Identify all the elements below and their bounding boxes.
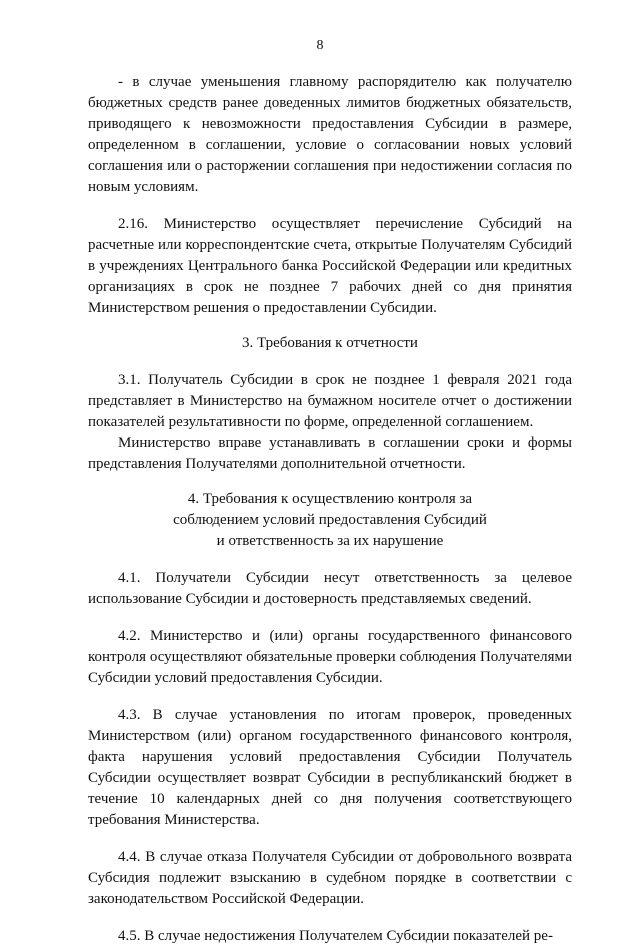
paragraph-3-1b: Министерство вправе устанавливать в соглашении сроки и формы представления Получателями дополнительной отчетности. bbox=[88, 435, 572, 472]
section-4-title-line-2: соблюдением условий предоставления Субсидий bbox=[173, 512, 487, 528]
section-3-title: 3. Требования к отчетности bbox=[242, 335, 418, 351]
paragraph-2-16: 2.16. Министерство осуществляет перечисление Субсидий на расчетные или корреспондентские счета, открытые Получателям Субсидий в учреждениях Центрального банка Российской Федерации или кредитных организациях в срок не позднее 7 рабочих дней со дня принятия Министерством решения о предоставлении Субсидии. bbox=[88, 216, 572, 316]
section-4-heading bbox=[88, 489, 572, 552]
paragraph-4-1: 4.1. Получатели Субсидии несут ответственность за целевое использование Субсидии и достоверность представляемых сведений. bbox=[88, 570, 572, 607]
document-body bbox=[88, 72, 572, 947]
paragraph-intro: - в случае уменьшения главному распорядителю как получателю бюджетных средств ранее доведенных лимитов бюджетных обязательств, приводящего к невозможности предоставления Субсидии в размере, определенном в соглашении, условие о согласовании новых условий соглашения или о расторжении соглашения при недостижении согласия по новым условиям. bbox=[88, 74, 572, 195]
section-4-title-line-3: и ответственность за их нарушение bbox=[216, 533, 444, 549]
paragraph-4-2: 4.2. Министерство и (или) органы государственного финансового контроля осуществляют обязательные проверки соблюдения Получателями Субсидии условий предоставления Субсидии. bbox=[88, 628, 572, 686]
paragraph-4-5: 4.5. В случае недостижения Получателем Субсидии показателей ре- bbox=[118, 928, 553, 944]
page-number: 8 bbox=[316, 38, 324, 53]
paragraph-3-1: 3.1. Получатель Субсидии в срок не позднее 1 февраля 2021 года представляет в Министерство на бумажном носителе отчет о достижении показателей результативности по форме, определенной соглашением. bbox=[88, 372, 572, 430]
section-3-heading bbox=[88, 333, 572, 354]
paragraph-4-3: 4.3. В случае установления по итогам проверок, проведенных Министерством (или) органом государственного финансового контроля, факта нарушения условий предоставления Субсидии Получатель Субсидии осуществляет возврат Субсидии в республиканский бюджет в течение 10 календарных дней со дня получения соответствующего требования Министерства. bbox=[88, 707, 572, 828]
paragraph-4-4: 4.4. В случае отказа Получателя Субсидии от добровольного возврата Субсидия подлежит взысканию в судебном порядке в соответствии с законодательством Российской Федерации. bbox=[88, 849, 572, 907]
section-4-title-line-1: 4. Требования к осуществлению контроля за bbox=[187, 491, 473, 507]
